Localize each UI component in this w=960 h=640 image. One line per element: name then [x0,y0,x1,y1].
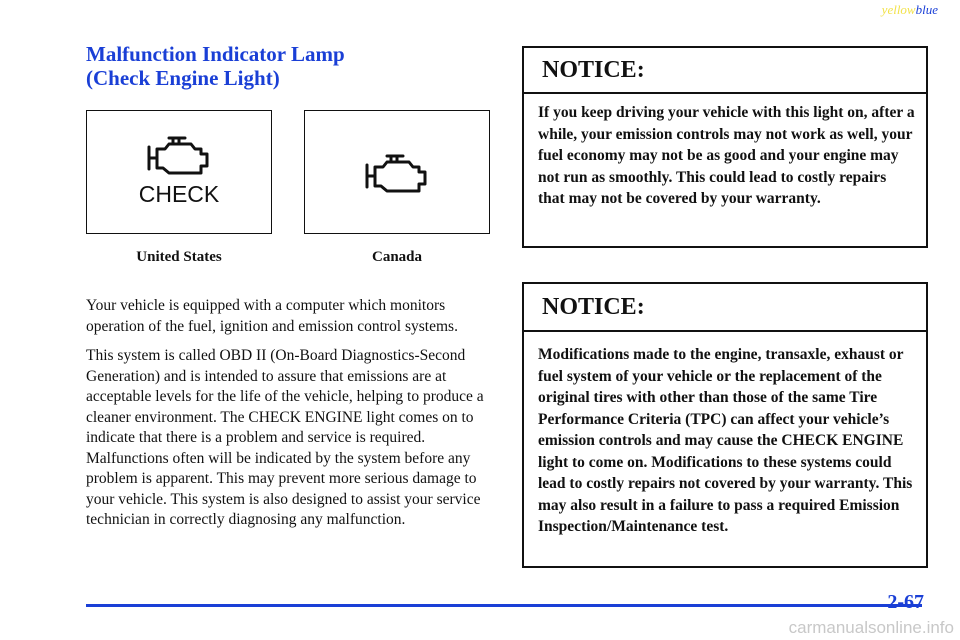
section-title [86,42,345,90]
watermark: carmanualsonline.info [788,618,954,637]
notice-heading: NOTICE: [524,284,926,332]
body-paragraph-2: This system is called OBD II (On‑Board Diagnostics‑Second Generation) and is intended to assure that emissions are at acceptable levels for the life of the vehicle, helping to produce a cleaner environment. The CHECK ENGINE light comes on to indicate that there is a problem and service is required. Malfunctions often will be indicated by the system before any problem is apparent. This may prevent more serious damage to your vehicle. This system is also designed to assist your service technician in correctly diagnosing any malfunction. [86,347,484,528]
check-label: CHECK [138,181,220,207]
header-tag-yellow: yellow [881,2,916,17]
engine-icon [145,135,215,181]
header-color-tag [882,2,938,18]
caption-united-states: United States [136,249,222,265]
notice-box-1 [522,46,928,248]
notice-box-2 [522,282,928,568]
canada-lamp-illustration [304,110,490,234]
header-tag-blue: blue [915,2,938,17]
us-lamp-illustration [86,110,272,234]
section-title-line1: Malfunction Indicator Lamp [86,42,345,66]
section-title-line2: (Check Engine Light) [86,66,280,90]
notice-text: Modifications made to the engine, transaxle, exhaust or fuel system of your vehicle or the replacement of the original tires with other than those of the same Tire Performance Criteria (TPC) can affect your vehicle’s emission controls and may cause the CHECK ENGINE light to come on. Modifications to these systems could lead to costly repairs not covered by your warranty. This may also result in a failure to pass a required Emission Inspection/Maintenance test. [538,346,913,535]
notice-text: If you keep driving your vehicle with this light on, after a while, your emission controls may not work as well, your fuel economy may not be as good and your engine may not run as smoothly. This could lead to costly repairs that may not be covered by your warranty. [538,104,915,207]
page-number: 2-67 [887,591,924,613]
notice-heading: NOTICE: [524,48,926,94]
body-paragraph-1: Your vehicle is equipped with a computer which monitors operation of the fuel, ignition and emission control systems. [86,297,458,335]
caption-canada: Canada [371,249,423,265]
engine-icon [363,153,433,199]
body-text [86,296,496,540]
footer-rule [86,604,922,607]
